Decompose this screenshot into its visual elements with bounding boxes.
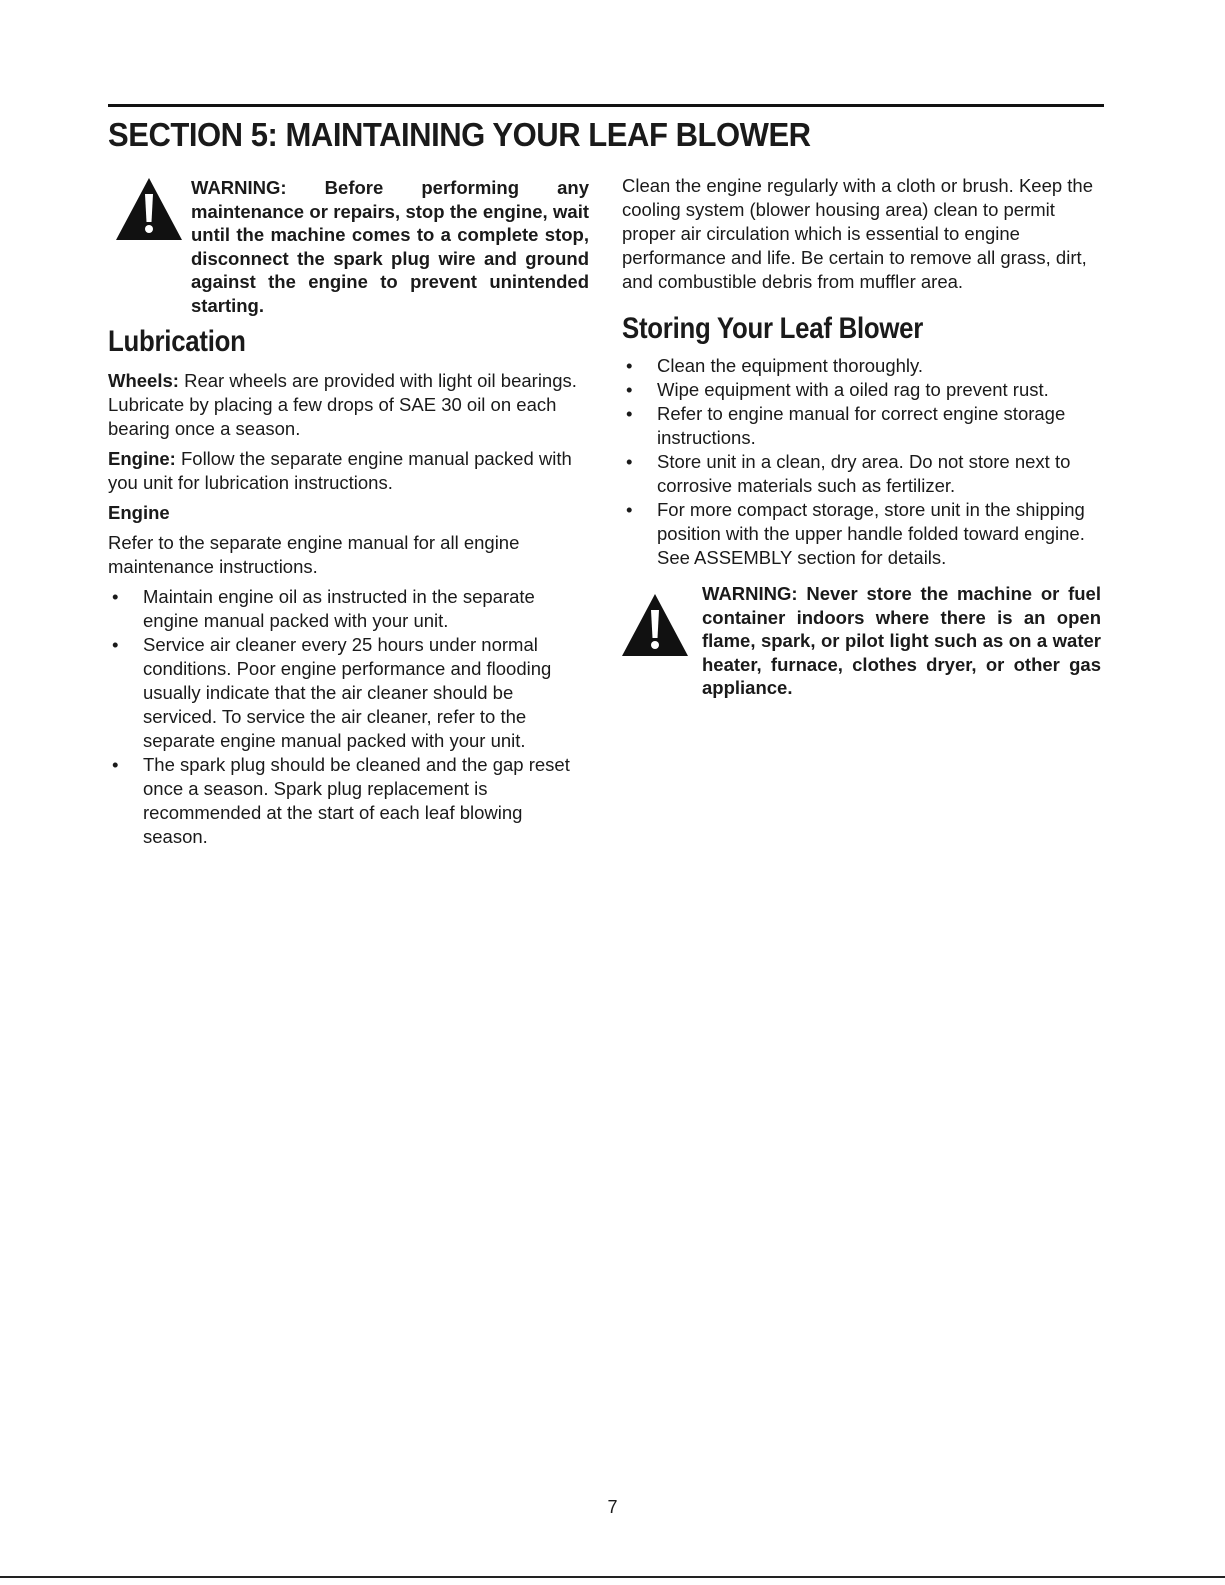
- engine-lubrication-paragraph: [108, 447, 590, 495]
- list-item: • Clean the equipment thoroughly.: [626, 355, 924, 376]
- warning-triangle-icon: [620, 592, 690, 658]
- list-item: • Service air cleaner every 25 hours under normal conditions. Poor engine performance and flooding usually indicate that the air cleaner should be serviced. To service the air cleaner, refer to the separate engine manual packed with your unit.: [112, 634, 552, 751]
- list-item: • Refer to engine manual for correct engine storage instructions.: [626, 403, 1066, 448]
- engine-intro: Refer to the separate engine manual for all engine maintenance instructions.: [108, 532, 520, 577]
- storing-heading: Storing Your Leaf Blower: [622, 312, 924, 345]
- page-number: 7: [607, 1497, 618, 1517]
- lubrication-heading: Lubrication: [108, 325, 246, 358]
- section-title: SECTION 5: MAINTAINING YOUR LEAF BLOWER: [108, 116, 811, 153]
- storing-bullet-list: [622, 354, 1104, 570]
- wheels-paragraph: [108, 369, 590, 441]
- storage-warning-text: WARNING: Never store the machine or fuel container indoors where there is an open flame, spark, or pilot light such as on a water heater, furnace, clothes dryer, or other gas appliance.: [702, 583, 1101, 698]
- warning-triangle-icon: [114, 176, 184, 242]
- list-item: • Wipe equipment with a oiled rag to prevent rust.: [626, 379, 1049, 400]
- right-column: [622, 174, 1104, 700]
- list-item: • Store unit in a clean, dry area. Do not store next to corrosive materials such as fertilizer.: [626, 451, 1071, 496]
- list-item: • For more compact storage, store unit in the shipping position with the upper handle folded toward engine. See ASSEMBLY section for details.: [626, 499, 1085, 568]
- wheels-text: Rear wheels are provided with light oil bearings. Lubricate by placing a few drops of SAE 30 oil on each bearing once a season.: [108, 370, 577, 439]
- storage-warning: [622, 582, 1104, 700]
- engine-bullet-list: [108, 585, 590, 849]
- left-column: [108, 174, 590, 849]
- engine-label: Engine:: [108, 448, 176, 469]
- engine-text: Follow the separate engine manual packed with you unit for lubrication instructions.: [108, 448, 572, 493]
- wheels-label: Wheels:: [108, 370, 179, 391]
- bottom-rule: [0, 1576, 1225, 1578]
- clean-engine-paragraph: Clean the engine regularly with a cloth or brush. Keep the cooling system (blower housing area) clean to permit proper air circulation which is essential to engine performance and life. Be certain to remove all grass, dirt, and combustible debris from muffler area.: [622, 175, 1094, 292]
- engine-subheading: Engine: [108, 502, 170, 523]
- list-item: • Maintain engine oil as instructed in the separate engine manual packed with your unit.: [112, 586, 535, 631]
- top-rule: [108, 104, 1104, 107]
- maintenance-warning: [108, 174, 590, 317]
- maintenance-warning-text: WARNING: Before performing any maintenance or repairs, stop the engine, wait until the machine comes to a complete stop, disconnect the spark plug wire and ground against the engine to prevent unintended starting.: [191, 177, 589, 316]
- list-item: • The spark plug should be cleaned and the gap reset once a season. Spark plug replacement is recommended at the start of each leaf blowing season.: [112, 754, 570, 847]
